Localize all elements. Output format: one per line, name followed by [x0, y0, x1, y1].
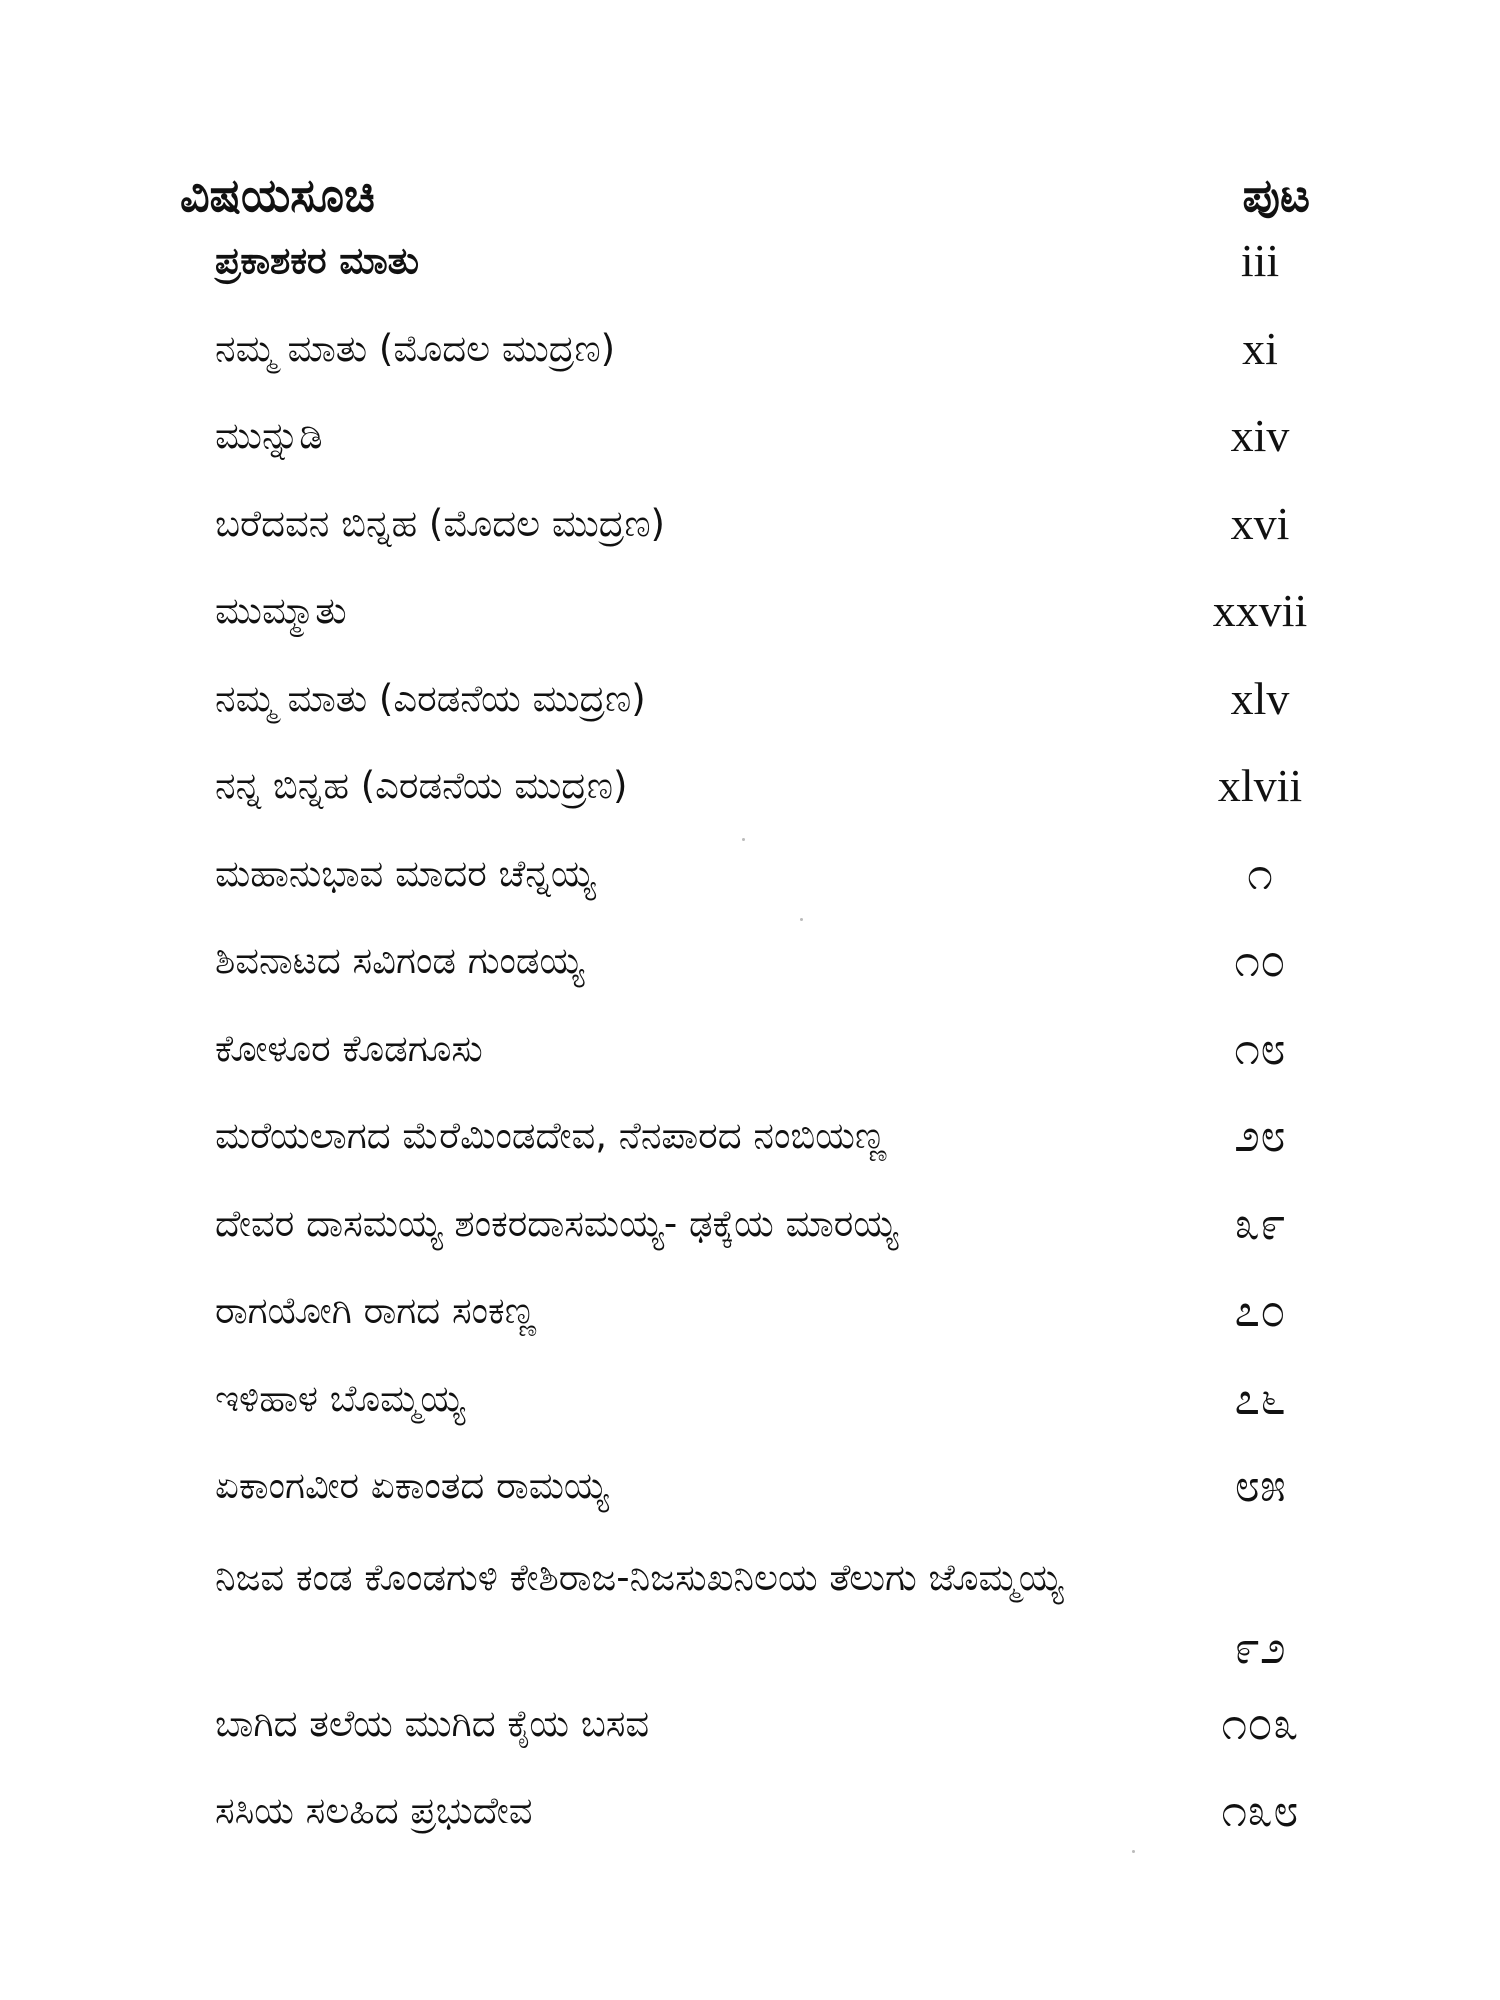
toc-entry — [215, 493, 1335, 581]
page-column-label: ಪುಟ — [1242, 168, 1310, 222]
toc-entry — [215, 668, 1335, 756]
toc-entry-title: ಮಹಾನುಭಾವ ಮಾದರ ಚೆನ್ನಯ್ಯ — [215, 851, 596, 895]
toc-entry-title: ಶಿವನಾಟದ ಸವಿಗಂಡ ಗುಂಡಯ್ಯ — [215, 939, 585, 982]
toc-entry-title: ಮುಮ್ಮಾತು — [215, 589, 347, 632]
toc-entry-page: xiv — [1230, 410, 1290, 461]
toc-entry-page: xi — [1242, 322, 1278, 374]
toc-entry-page: xlvii — [1217, 760, 1303, 811]
toc-entry-page: iii — [1240, 235, 1280, 286]
toc-entry — [215, 1455, 1335, 1543]
toc-entry-page: ೯೨ — [1234, 1621, 1286, 1673]
toc-entry-page: ೧೦ — [1234, 935, 1286, 986]
toc-entry-page: ೮೫ — [1234, 1460, 1286, 1511]
toc-entry-title: ಪ್ರಕಾಶಕರ ಮಾತು — [215, 239, 420, 282]
toc-entry-title: ಬಾಗಿದ ತಲೆಯ ಮುಗಿದ ಕೈಯ ಬಸವ — [215, 1701, 650, 1745]
contents-heading — [180, 155, 1320, 235]
toc-entry-title: ಸಸಿಯ ಸಲಹಿದ ಪ್ರಭುದೇವ — [215, 1789, 533, 1832]
scan-speck — [742, 838, 745, 841]
toc-entry-page: ೩೯ — [1234, 1197, 1286, 1249]
toc-entry-page: ೧೮ — [1234, 1022, 1286, 1074]
toc-entry — [215, 1018, 1335, 1106]
toc-entry-page: ೧ — [1247, 847, 1273, 899]
toc-entry-page: ೭೦ — [1234, 1285, 1286, 1336]
toc-entry-title: ದೇವರ ದಾಸಮಯ್ಯ ಶಂಕರದಾಸಮಯ್ಯ- ಢಕ್ಕೆಯ ಮಾರಯ್ಯ — [215, 1201, 899, 1245]
toc-entry-page: ೧೩೮ — [1221, 1785, 1299, 1836]
toc-entry — [215, 230, 1335, 318]
toc-entry — [215, 930, 1335, 1018]
scan-speck — [1132, 1850, 1135, 1853]
toc-entry — [215, 1193, 1335, 1281]
toc-entry-page: xxvii — [1212, 585, 1308, 636]
toc-entry-title: ಮುನ್ನುಡಿ — [215, 414, 323, 457]
toc-entry-title: ಇಳಿಹಾಳ ಬೊಮ್ಮಯ್ಯ — [215, 1376, 466, 1420]
toc-entry-title: ಏಕಾಂಗವೀರ ಏಕಾಂತದ ರಾಮಯ್ಯ — [215, 1464, 609, 1507]
toc-entry — [215, 755, 1335, 843]
toc-list — [215, 230, 1335, 1868]
toc-entry — [215, 1105, 1335, 1193]
toc-entry-title: ನಮ್ಮ ಮಾತು (ಎರಡನೆಯ ಮುದ್ರಣ) — [215, 676, 646, 720]
toc-entry — [215, 1543, 1335, 1693]
toc-entry-page: ೧೦೩ — [1221, 1697, 1299, 1749]
toc-entry-page: xvi — [1230, 497, 1290, 549]
toc-entry-title: ರಾಗಯೋಗಿ ರಾಗದ ಸಂಕಣ್ಣ — [215, 1289, 537, 1332]
toc-entry-page: xlv — [1230, 672, 1290, 724]
toc-entry — [215, 405, 1335, 493]
toc-entry — [215, 318, 1335, 406]
toc-entry — [215, 1780, 1335, 1868]
page-title: ವಿಷಯಸೂಚಿ — [180, 168, 375, 222]
toc-entry-title: ನಮ್ಮ ಮಾತು (ಮೊದಲ ಮುದ್ರಣ) — [215, 326, 616, 370]
toc-entry-title: ಕೋಳೂರ ಕೊಡಗೂಸು — [215, 1026, 483, 1070]
toc-entry — [215, 1280, 1335, 1368]
toc-entry-title: ನಿಜವ ಕಂಡ ಕೊಂಡಗುಳಿ ಕೇಶಿರಾಜ-ನಿಜಸುಖನಿಲಯ ತೆಲುಗು ಜೊಮ್ಮಯ್ಯ — [215, 1555, 1064, 1599]
toc-entry — [215, 1693, 1335, 1781]
toc-entry-title: ಬರೆದವನ ಬಿನ್ನಹ (ಮೊದಲ ಮುದ್ರಣ) — [215, 501, 665, 545]
toc-entry — [215, 843, 1335, 931]
toc-entry-title: ಮರೆಯಲಾಗದ ಮೆರೆಮಿಂಡದೇವ, ನೆನಪಾರದ ನಂಬಿಯಣ್ಣ — [215, 1114, 887, 1157]
toc-entry — [215, 1368, 1335, 1456]
toc-entry-title: ನನ್ನ ಬಿನ್ನಹ (ಎರಡನೆಯ ಮುದ್ರಣ) — [215, 764, 628, 807]
toc-entry-page: ೭೬ — [1234, 1372, 1286, 1424]
toc-entry-page: ೨೮ — [1234, 1110, 1286, 1161]
scan-speck — [800, 918, 803, 921]
toc-entry — [215, 580, 1335, 668]
